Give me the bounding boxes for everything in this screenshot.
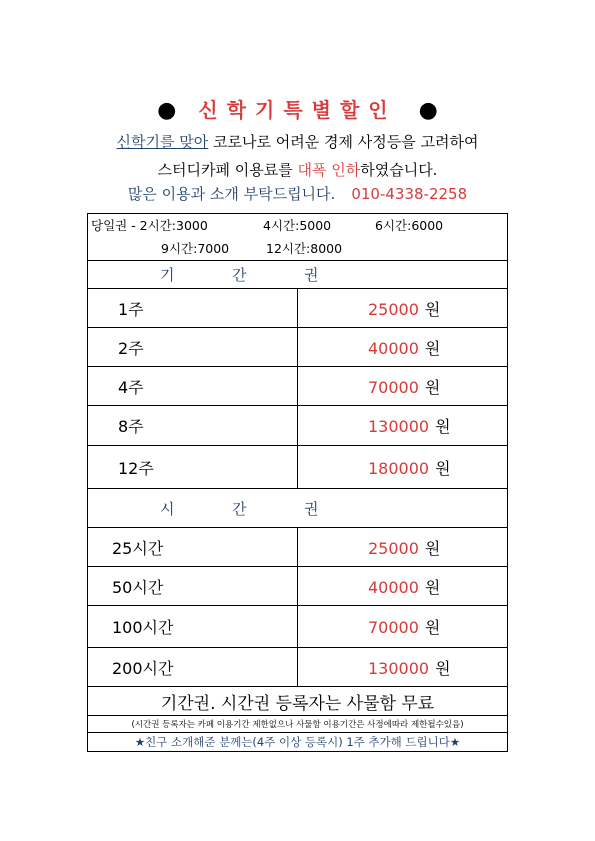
row-price	[298, 648, 508, 687]
table-row	[88, 367, 508, 406]
price-amount: 130000	[368, 417, 430, 436]
phone-number: 010-4338-2258	[351, 185, 468, 203]
row-label: 4주	[88, 367, 298, 406]
locker-benefit-row	[88, 687, 508, 716]
row-price	[298, 406, 508, 446]
row-label: 12주	[88, 446, 298, 489]
price-amount: 25000	[368, 299, 419, 319]
price-amount: 40000	[368, 577, 419, 597]
table-row	[88, 567, 508, 606]
row-label: 200시간	[88, 648, 298, 687]
row-price	[298, 289, 508, 328]
section-heading-char: 간	[232, 266, 247, 284]
locker-note-row	[88, 716, 508, 733]
intro-line-1	[0, 131, 595, 152]
table-row	[88, 328, 508, 367]
locker-benefit-text: 기간권. 시간권 등록자는 사물함 무료	[88, 687, 508, 716]
row-label: 1주	[88, 289, 298, 328]
price-amount: 180000	[368, 458, 430, 478]
request-text: 많은 이용과 소개 부탁드립니다.	[127, 185, 336, 203]
daily-price-6h: 6시간:6000	[375, 218, 444, 233]
page-title	[0, 94, 595, 123]
row-label: 8주	[88, 406, 298, 446]
table-row	[88, 446, 508, 489]
row-price	[298, 328, 508, 367]
daily-price-4h: 4시간:5000	[263, 218, 332, 233]
row-price	[298, 528, 508, 567]
section-heading-char: 권	[304, 266, 319, 284]
row-label: 100시간	[88, 606, 298, 648]
table-row	[88, 648, 508, 687]
intro-highlight: 신학기를 맞아	[116, 133, 209, 151]
referral-text: ★친구 소개해준 분께는(4주 이상 등록시) 1주 추가해 드립니다★	[88, 733, 508, 752]
price-unit: 원	[424, 577, 441, 597]
locker-note-text: (시간권 등록자는 카페 이용기간 제한없으나 사물함 이용기간은 사정에따라 제한될수있음)	[88, 716, 508, 733]
table-row	[88, 528, 508, 567]
table-row	[88, 606, 508, 648]
row-price	[298, 567, 508, 606]
discount-highlight: 대폭 인하	[297, 161, 361, 179]
intro-text: 스터디카페 이용료를	[157, 161, 298, 179]
row-price	[298, 446, 508, 489]
price-unit: 원	[424, 377, 441, 397]
price-unit: 원	[435, 417, 451, 436]
price-unit: 원	[424, 299, 441, 319]
referral-row	[88, 733, 508, 752]
row-price	[298, 606, 508, 648]
intro-text: 하였습니다.	[360, 161, 438, 179]
section-header-time	[88, 489, 508, 528]
table-row	[88, 406, 508, 446]
table-row	[88, 289, 508, 328]
row-label: 25시간	[88, 528, 298, 567]
daily-pass-row	[88, 214, 508, 261]
price-amount: 70000	[368, 377, 419, 397]
daily-price-9h: 9시간:7000	[161, 241, 230, 256]
price-amount: 40000	[368, 338, 419, 358]
bullet-icon: ●	[157, 98, 177, 123]
price-amount: 70000	[368, 618, 419, 637]
price-unit: 원	[424, 618, 441, 637]
section-heading-char: 권	[304, 499, 319, 518]
row-price	[298, 367, 508, 406]
price-unit: 원	[435, 458, 451, 478]
section-heading-char: 기	[160, 266, 175, 284]
title-text: 신학기특별할인	[198, 98, 397, 122]
section-heading-char: 시	[160, 499, 175, 518]
daily-price-12h: 12시간:8000	[266, 241, 343, 256]
row-label: 2주	[88, 328, 298, 367]
price-amount: 130000	[368, 658, 430, 678]
intro-line-2	[0, 159, 595, 180]
price-unit: 원	[435, 658, 451, 678]
price-amount: 25000	[368, 538, 419, 558]
daily-pass-cell	[88, 214, 508, 261]
row-label: 50시간	[88, 567, 298, 606]
section-heading-char: 간	[232, 499, 247, 518]
intro-line-3	[0, 183, 595, 204]
intro-text: 코로나로 어려운 경제 사정등을 고려하여	[208, 133, 479, 151]
price-table	[87, 213, 508, 752]
bullet-icon: ●	[418, 98, 438, 123]
section-header-period	[88, 261, 508, 289]
price-unit: 원	[424, 338, 441, 358]
daily-price-2h: 당일권 - 2시간:3000	[91, 218, 208, 233]
price-unit: 원	[424, 538, 441, 558]
